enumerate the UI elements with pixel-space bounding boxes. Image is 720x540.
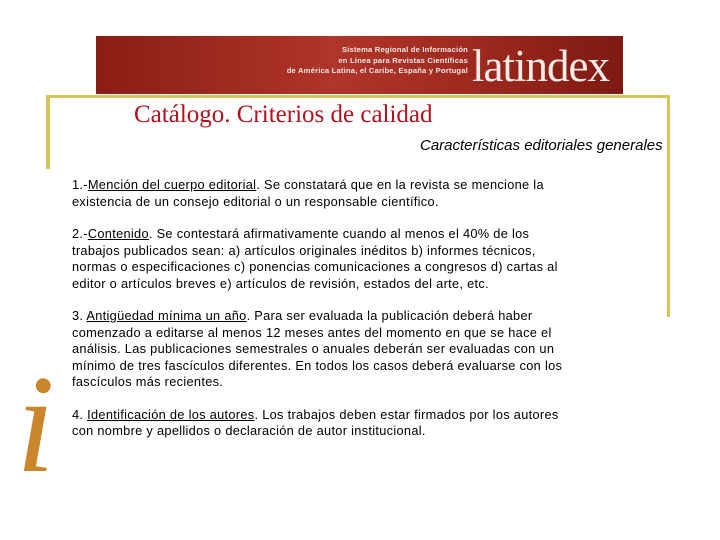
criterion-1-label: Mención del cuerpo editorial [87, 177, 257, 192]
decorative-i-letter: i [16, 347, 55, 502]
banner-line-2: en Línea para Revistas Científicas [338, 55, 468, 65]
banner-line-1: Sistema Regional de Información [341, 45, 468, 54]
criterion-2-text: . Se contestará afirmativamente cuando al menos el 40% de los trabajos publicados sean: a) artículos originales inéditos b) informes técnicos, normas o especificaciones c) ponencias comunicaciones a congresos d) cartas al editor o artículos breves e) artículos de revisión, estados del arte, etc. [72, 226, 558, 291]
criterion-3-label: Antigüedad mínima un año [86, 308, 247, 323]
criterion-3-text: . Para ser evaluada la publicación deberá haber comenzado a editarse al menos 12 meses antes del momento en que se hace el análisis. Las publicaciones semestrales o anuales deberán ser evaluadas con un mínimo de tres fascículos diferentes. En todos los casos deberá evaluarse con los fascículos más recientes. [72, 308, 563, 389]
frame-right-line [667, 95, 670, 317]
banner-tagline [246, 45, 468, 77]
criterion-3-prefix: 3. [72, 308, 87, 323]
frame-top-line [46, 95, 670, 98]
criterion-3 [72, 308, 572, 391]
slide-title: Catálogo. Criterios de calidad [134, 101, 433, 128]
criterion-1-text: . Se constatará que en la revista se mencione la existencia de un consejo editorial o un responsable científico. [72, 177, 544, 209]
criterion-2-prefix: 2.- [72, 226, 88, 241]
criterion-4 [72, 407, 572, 440]
criterion-2-label: Contenido [87, 226, 149, 241]
criterion-4-text: . Los trabajos deben estar firmados por los autores con nombre y apellidos o declaración de autor institucional. [72, 406, 559, 438]
banner-line-3: de América Latina, el Caribe, España y Portugal [286, 66, 468, 75]
frame-left-line [46, 95, 50, 169]
criterion-2 [72, 226, 572, 292]
criterion-1-prefix: 1.- [72, 177, 88, 192]
criteria-list [72, 177, 572, 456]
latindex-banner [96, 36, 623, 94]
slide-subtitle: Características editoriales generales [420, 137, 663, 154]
criterion-1 [72, 177, 572, 210]
criterion-4-prefix: 4. [72, 406, 88, 422]
criterion-4-label: Identificación de los autores [87, 406, 255, 422]
latindex-logo: latindex [472, 41, 609, 91]
